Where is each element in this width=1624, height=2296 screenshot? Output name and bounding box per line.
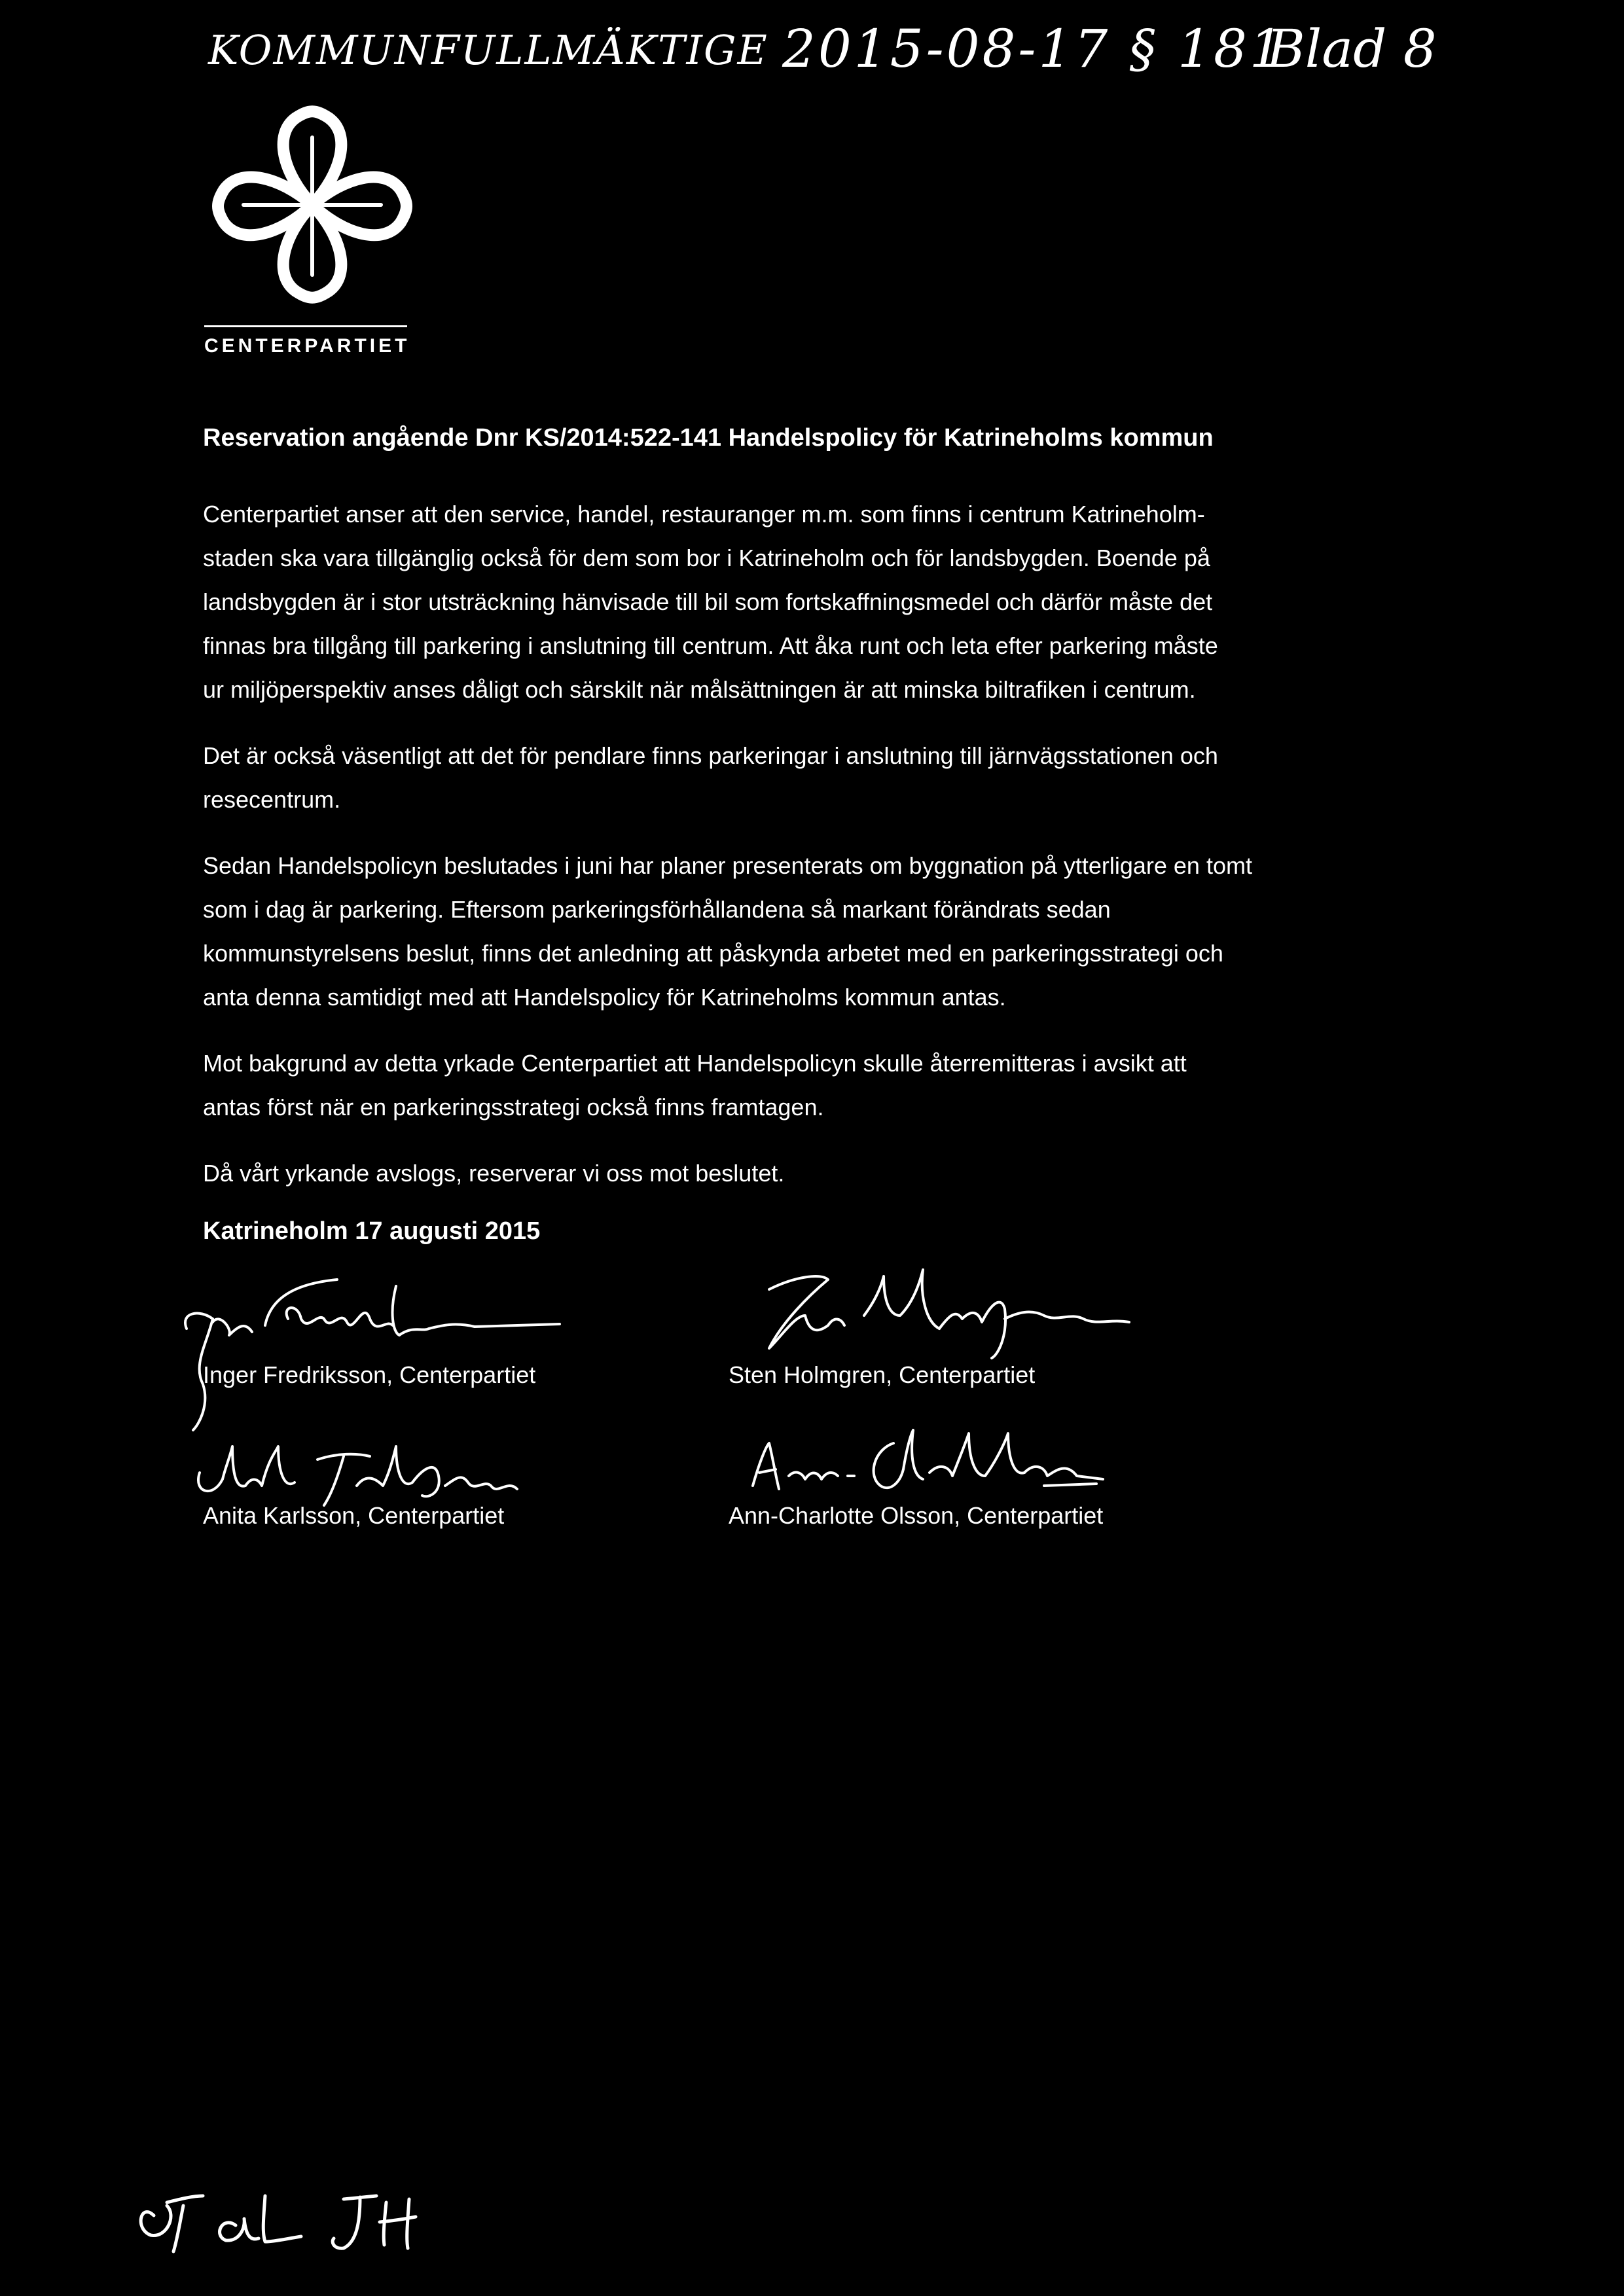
document-title: Reservation angående Dnr KS/2014:522-141 Handelspolicy för Katrineholms kommun	[203, 424, 1214, 452]
logo-divider	[204, 325, 407, 327]
text-line: landsbygden är i stor utsträckning hänvisade till bil som fortskaffningsmedel och därför måste det	[203, 588, 1213, 615]
text-line: Sedan Handelspolicyn beslutades i juni har planer presenterats om byggnation på ytterligare en tomt	[203, 852, 1252, 879]
text-line: Det är också väsentligt att det för pendlare finns parkeringar i anslutning till järnvägsstationen och	[203, 742, 1218, 769]
four-leaf-clover-icon	[204, 95, 420, 324]
text-line: staden ska vara tillgänglig också för dem som bor i Katrineholm och för landsbygden. Boende på	[203, 545, 1210, 571]
signatory-name: Inger Fredriksson, Centerpartiet	[203, 1361, 536, 1388]
paragraph	[203, 1041, 1447, 1129]
handwritten-page-number: Blad 8	[1267, 18, 1437, 79]
signature-inger-fredriksson	[167, 1273, 573, 1437]
text-line: Då vårt yrkande avslogs, reserverar vi oss mot beslutet.	[203, 1160, 785, 1187]
text-line: antas först när en parkeringsstrategi också finns framtagen.	[203, 1094, 824, 1121]
text-line: som i dag är parkering. Eftersom parkeringsförhållandena så markant förändrats sedan	[203, 896, 1111, 923]
signatory-name: Ann-Charlotte Olsson, Centerpartiet	[729, 1502, 1104, 1529]
signatory-name: Anita Karlsson, Centerpartiet	[203, 1502, 505, 1529]
party-name: CENTERPARTIET	[204, 335, 410, 357]
handwritten-assembly-label: KOMMUNFULLMÄKTIGE	[208, 26, 768, 74]
signature-ann-charlotte-olsson	[743, 1424, 1110, 1509]
paragraph	[203, 492, 1447, 711]
paragraph	[203, 734, 1447, 821]
text-line: Mot bakgrund av detta yrkade Centerpartiet att Handelspolicyn skulle återremitteras i avsikt att	[203, 1050, 1187, 1077]
handwritten-initials	[128, 2176, 429, 2261]
place-date: Katrineholm 17 augusti 2015	[203, 1217, 541, 1245]
handwritten-date-paragraph: 2015-08-17 § 181	[782, 18, 1286, 79]
text-line: Centerpartiet anser att den service, handel, restauranger m.m. som finns i centrum Katrineholm-	[203, 501, 1205, 528]
document-body	[203, 492, 1447, 1217]
text-line: resecentrum.	[203, 786, 341, 813]
text-line: ur miljöperspektiv anses dåligt och särskilt när målsättningen är att minska biltrafiken i centrum.	[203, 676, 1196, 703]
paragraph	[203, 844, 1447, 1019]
signatory-name: Sten Holmgren, Centerpartiet	[729, 1361, 1036, 1388]
signature-sten-holmgren	[743, 1263, 1136, 1361]
text-line: anta denna samtidigt med att Handelspolicy för Katrineholms kommun antas.	[203, 984, 1006, 1011]
text-line: finnas bra tillgång till parkering i anslutning till centrum. Att åka runt och leta efter parkering måste	[203, 632, 1218, 659]
text-line: kommunstyrelsens beslut, finns det anledning att påskynda arbetet med en parkeringsstrategi och	[203, 940, 1223, 967]
paragraph	[203, 1151, 1447, 1195]
